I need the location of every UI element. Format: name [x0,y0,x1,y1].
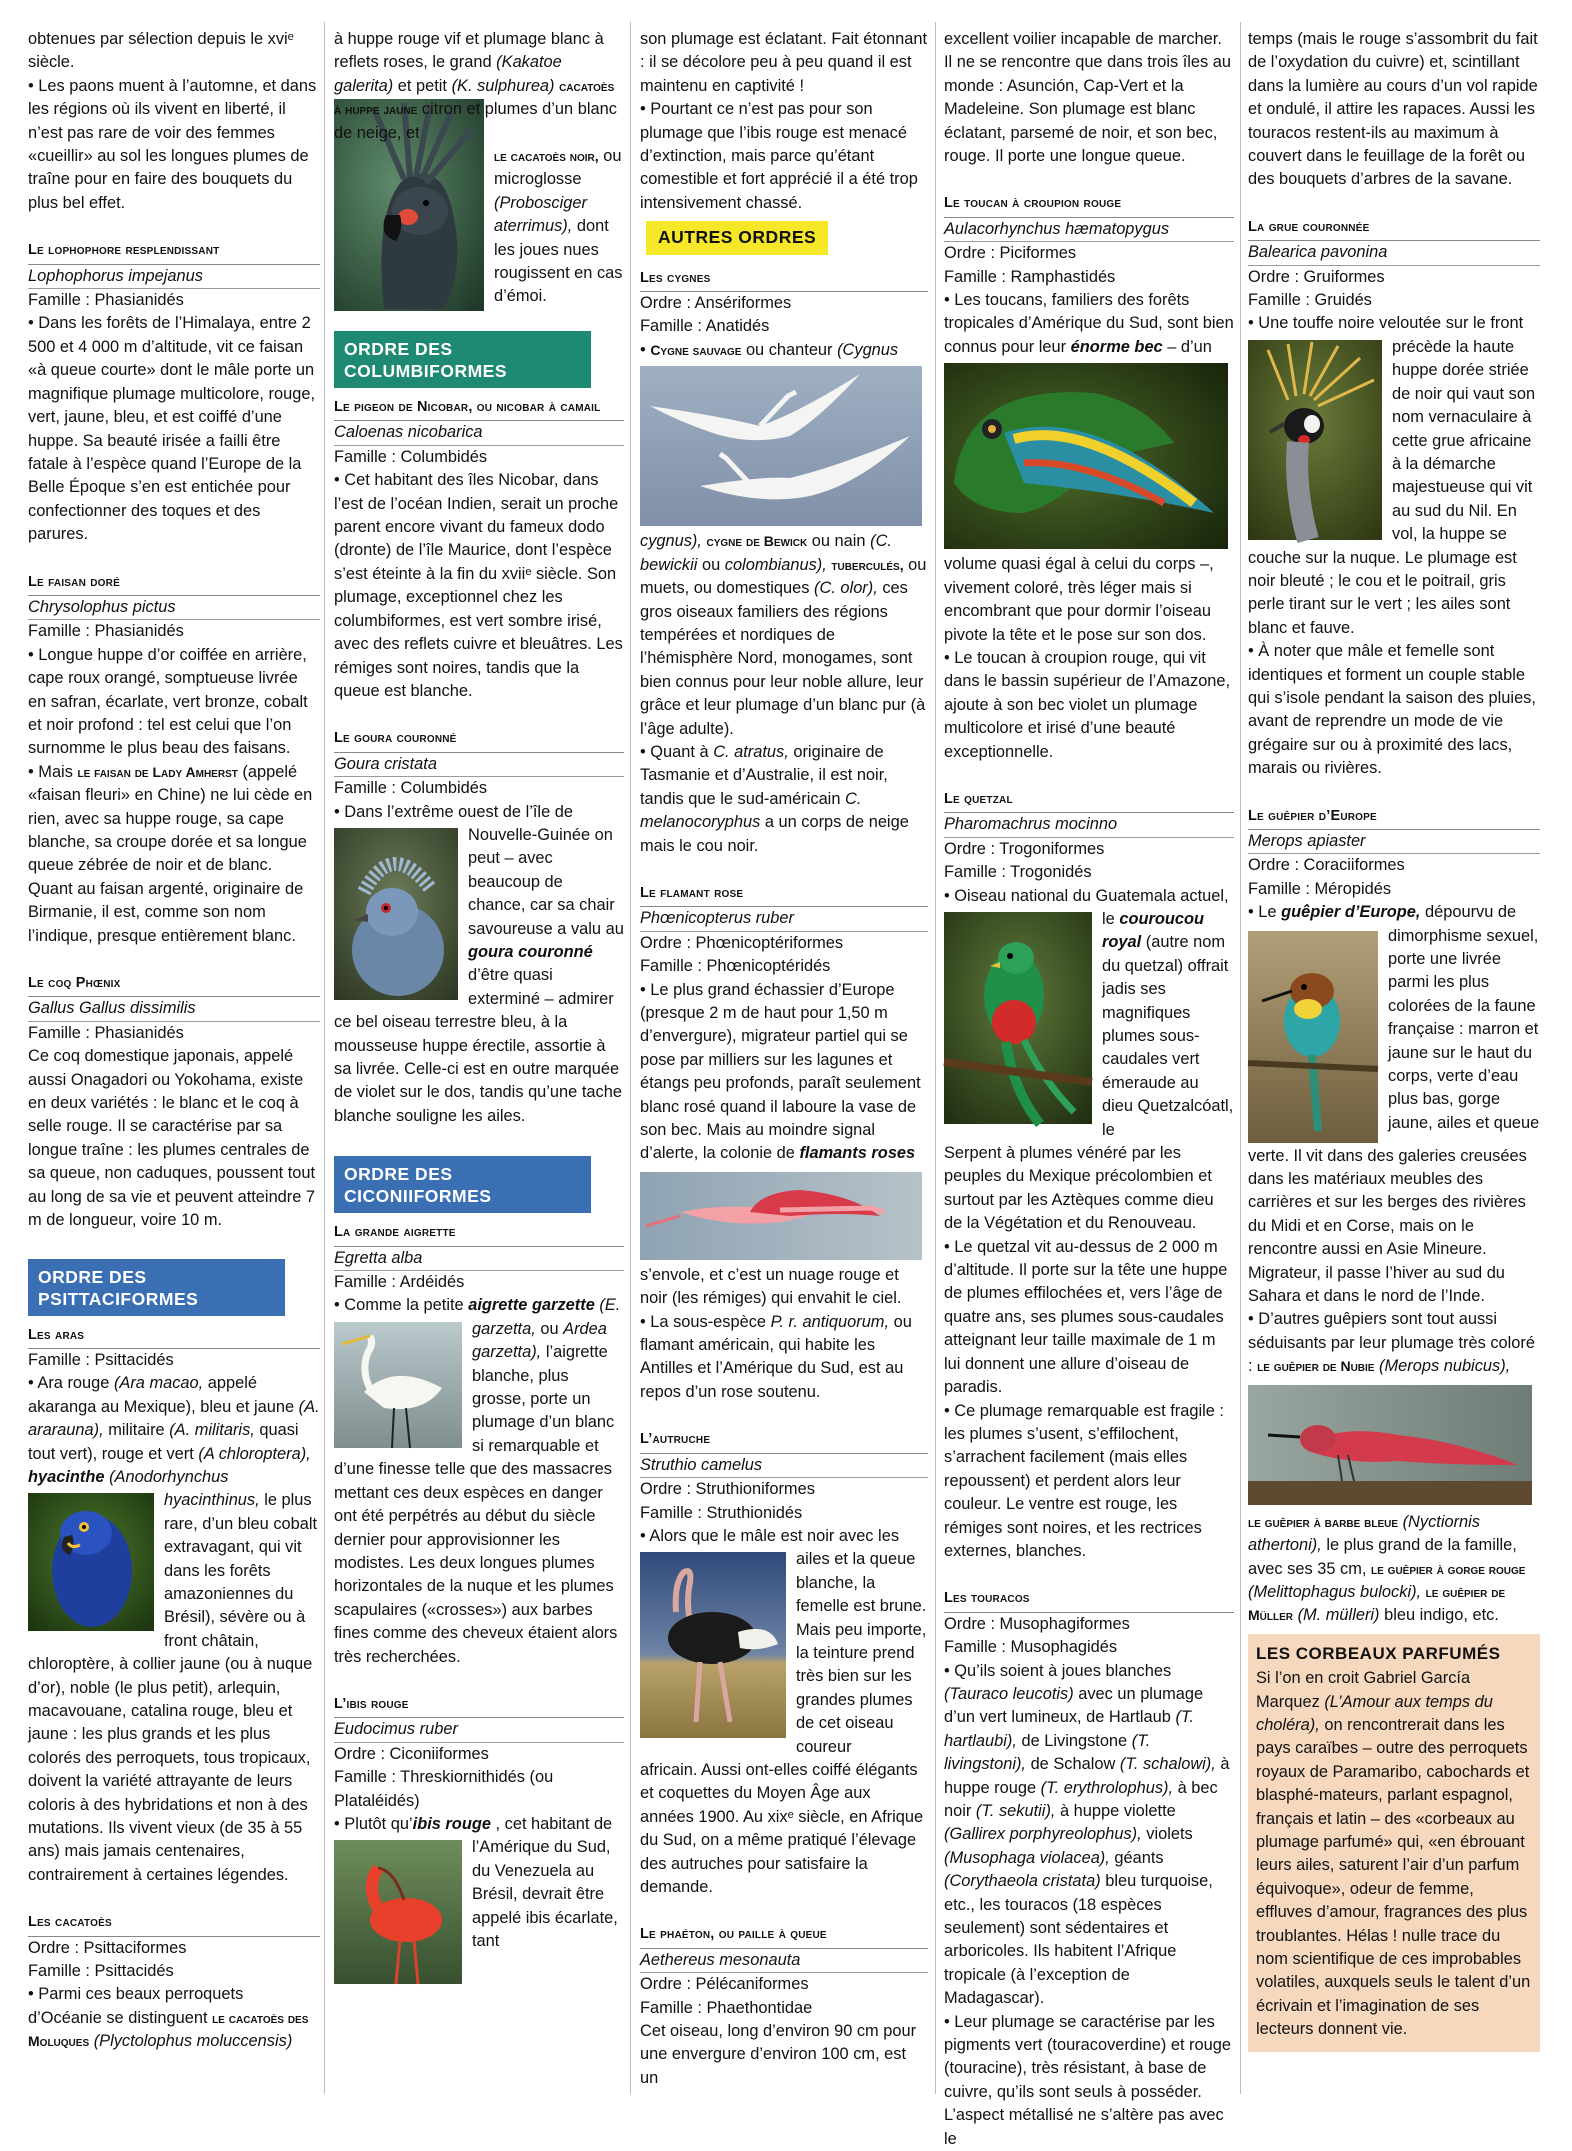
paragraph: • Ara rouge (Ara macao, appelé akaranga au Mexique), bleu et jaune (A. ararauna), militaire (A. militaris, quasi tout vert), rouge et vert (A chloroptera), hyacinthe (Anodorhynchus hyacinthinus, le plus rare, d’un bleu cobalt extravagant, qui vit dans les forêts amazoniennes du Brésil), sévère ou à front châtain, chloroptère, à collier jaune (ou à nuque d’or), noble (le plus petit), arlequin, macavouane, catalina rouge, bleu et jaune : les plus grands et les plus colorés des perroquets, tous tropicaux, doivent la variété attrayante de leurs coloris à des hybridations et non à des mutations. Ils vivent vieux (de 35 à 55 ans) mais jamais centenaires, contrairement à certaines légendes. [28,1374,320,1884]
section-heading: Le goura couronné [334,727,624,752]
column-divider [1240,22,1241,2094]
section-heading: L’ibis rouge [334,1693,624,1718]
order-line: Ordre : Ansériformes [640,294,792,313]
paragraph: • Pourtant ce n’est pas pour son plumage que l’ibis rouge est menacé d’extinction, mais parce qu’étant comestible et fort apprécié il a été trop intensivement chassé. [640,100,918,212]
section-heading: Le phaéton, ou paille à queue [640,1923,928,1948]
section-heading: Le quetzal [944,788,1234,813]
carmine-bee-eater-photo [1248,1385,1532,1505]
section-heading: L’autruche [640,1428,928,1453]
paragraph: excellent voilier incapable de marcher. Il ne se rencontre que dans trois îles au monde : Asunción, Cap-Vert et la Madeleine. Son plumage est blanc éclatant, parsemé de noir, et son bec, rouge. Il porte une longue queue. [944,30,1232,166]
paragraph: obtenues par sélection depuis le xviᵉ siècle. [28,30,294,72]
latin-name: Merops apiaster [1248,830,1540,854]
hyacinth-macaw-photo [28,1493,154,1631]
bee-eater-photo [1248,931,1378,1143]
column-divider [324,22,325,2094]
section-heading: Le flamant rose [640,882,928,907]
family-line: Famille : Phœnicoptéridés [640,957,831,976]
family-line: Famille : Gruidés [1248,291,1372,310]
sidebar-corbeaux-parfumes [1248,1634,1540,2052]
latin-name: Pharomachrus mocinno [944,813,1234,837]
latin-name: Balearica pavonina [1248,241,1540,265]
section-heading: Le lophophore resplendissant [28,239,320,264]
paragraph: • Cygne sauvage ou chanteur (Cygnus [640,340,899,359]
section-box-columbiformes: ORDRE DES COLUMBIFORMES [334,331,591,388]
paragraph: • La sous-espèce P. r. antiquorum, ou flamant américain, qui habite les Antilles et l’Amérique du Sud, est au repos d’un rose soutenu. [640,1312,912,1401]
column-divider [935,22,936,2094]
latin-name: Chrysolophus pictus [28,596,320,620]
section-heading: Les cygnes [640,267,928,292]
column-3 [640,28,928,2088]
section-heading: Le pigeon de Nicobar, ou nicobar à camail [334,396,624,421]
section-box-psittaciformes: ORDRE DES PSITTACIFORMES [28,1259,285,1316]
section-heading: La grande aigrette [334,1221,624,1246]
family-line: Famille : Phasianidés [28,1023,184,1042]
family-line: Famille : Ardéidés [334,1273,465,1292]
family-line: Famille : Phasianidés [28,291,184,310]
paragraph: • Le toucan à croupion rouge, qui vit dans le bassin supérieur de l’Amazone, ajoute à son bec violet un plumage multicolore et irisé d’une beauté exceptionnelle. [944,648,1231,761]
paragraph: • Oiseau national du Guatemala actuel, [944,886,1229,905]
paragraph: le cacatoès noir, ou microglosse (Probosciger aterrimus), dont les joues nues rougissent en cas d’émoi. [494,147,623,306]
order-line: Ordre : Struthioniformes [640,1480,815,1499]
paragraph: son plumage est éclatant. Fait étonnant : il se décolore peu à peu quand il est maintenu en captivité ! [640,30,928,95]
paragraph: • D’autres guêpiers sont tout aussi séduisants par leur plumage très coloré : le guêpier de Nubie (Merops nubicus), [1248,1310,1535,1376]
paragraph: volume quasi égal à celui du corps –, vivement coloré, très léger mais si encombrant que pour dormir l’oiseau pivote la tête et le pose sur son dos. [944,555,1214,644]
section-heading: Le coq Phœnix [28,972,320,997]
great-egret-photo [334,1322,462,1448]
column-1 [28,28,320,2088]
paragraph: africain. Aussi ont-elles coiffé élégants et coquettes du Moyen Âge aux années 1900. Au xixᵉ siècle, en Afrique du Sud, on a même pratiqué l’élevage des autruches pour satisfaire la demande. [640,1760,924,1896]
paragraph: • Longue huppe d’or coiffée en arrière, cape roux orangé, somptueuse livrée en safran, écarlate, vert bronze, cobalt et noir profond : tel est celui que l’on surnomme le plus beau des faisans. [28,645,308,758]
paragraph: temps (mais le rouge s’assombrit du fait de l’oxydation du cuivre) et, scintillant dans la lumière au cours d’un vol rapide et ondulé, il attire les rapaces. Aussi les touracos restent-ils au maximum à couvert dans le feuillage de la forêt ou des bouquets d’arbres de la savane. [1248,30,1538,189]
crowned-crane-photo [1248,340,1382,540]
paragraph: s’envole, et c’est un nuage rouge et noir (les rémiges) qui envahit le ciel. [640,1265,902,1308]
sidebar-title: LES CORBEAUX PARFUMÉS [1256,1643,1501,1663]
section-heading: Les cacatoès [28,1911,320,1936]
family-line: Famille : Phasianidés [28,622,184,641]
ostrich-photo [640,1552,786,1738]
latin-name: Eudocimus ruber [334,1718,624,1742]
order-line: Ordre : Piciformes [944,244,1077,263]
family-line: Famille : Ramphastidés [944,267,1116,286]
latin-name: Aethereus mesonauta [640,1949,928,1973]
order-line: Ordre : Phœnicoptériformes [640,933,844,952]
column-5 [1248,28,1540,2088]
column-2 [334,28,624,2088]
quetzal-photo [944,912,1092,1124]
paragraph: Si l’on en croit Gabriel García Marquez (L’Amour aux temps du choléra), on rencontrerait dans les pays caraïbes – outre des perroquets royaux de Paramaribo, cabochards et blasphé-mateurs, parlant espagnol, français et latin – des «corbeaux au plumage parfumé» qui, «en ébrouant leurs ailes, saturent l’air d’un parfum équivoque», odeur de femme, effluves d’amour, fragrances des plus troublantes. Hélas ! nulle trace du nom scientifique de ces improbables volatiles, auxquels seuls le talent d’un écrivain et l’imagination de ses lecteurs donnent vie. [1256,1669,1531,2039]
paragraph: couche sur la nuque. Le plumage est noir bleuté ; le cou et le poitrail, gris perle tirant sur le vert ; les ailes sont blanc et fauve. [1248,548,1517,637]
paragraph: • Quant à C. atratus, originaire de Tasmanie et d’Australie, il est noir, tandis que le sud-américain C. melanocoryphus a un corps de neige mais le cou noir. [640,742,909,855]
family-line: Famille : Méropidés [1248,879,1392,898]
family-line: Famille : Anatidés [640,317,770,336]
latin-name: Egretta alba [334,1247,624,1271]
column-4 [944,28,1234,2148]
latin-name: Lophophorus impejanus [28,265,320,289]
paragraph: • Mais le faisan de Lady Amherst (appelé «faisan fleuri» en Chine) ne lui cède en rien, avec sa huppe rouge, sa cape blanche, sa croupe dorée et sa longue queue zébrée de noir et de blanc. Quant au faisan argenté, originaire de Birmanie, il est, comme son nom l’indique, presque entièrement blanc. [28,762,313,945]
order-line: Ordre : Gruiformes [1248,267,1385,286]
paragraph: • Dans les forêts de l’Himalaya, entre 2 500 et 4 000 m d’altitude, vit ce faisan «à queue courte» dont le mâle porte un magnifique plumage multicolore, rouge, vert, jaune, bleu, et est coiffé d’une huppe. Sa beauté irisée a failli être fatale à l’espèce quand l’Europe de la Belle Époque s’en est entichée pour confectionner des toques et des parures. [28,314,315,544]
paragraph: • Cet habitant des îles Nicobar, dans l’est de l’océan Indien, serait un proche parent encore vivant du fameux dodo (dronte) de l’île Maurice, dont l’espèce s’est éteinte à la fin du xviiᵉ siècle. Son plumage, exceptionnel chez les columbiformes, est vert sombre irisé, avec des reflets cuivre et bleuâtres. Les rémiges sont noires, tandis que la queue est blanche. [334,471,623,700]
family-line: Famille : Columbidés [334,779,488,798]
paragraph: Serpent à plumes vénéré par les peuples du Mexique précolombien et surtout par les Aztèques comme dieu de la Végétation et du Renouveau. [944,1144,1214,1233]
paragraph: le guêpier à barbe bleue (Nyctiornis athertoni), le plus grand de la famille, avec ses 35 cm, le guêpier à gorge rouge (Melittophagus bulocki), le guêpier de Müller (M. mülleri) bleu indigo, etc. [1248,1512,1526,1625]
latin-name: Aulacorhynchus hæmatopygus [944,218,1234,242]
family-line: Famille : Threskiornithidés (ou Plataléidés) [334,1768,554,1810]
section-heading: La grue couronnée [1248,216,1540,241]
section-heading: Les touracos [944,1587,1234,1612]
paragraph: • Leur plumage se caractérise par les pigments vert (touracoverdine) et rouge (touracine), très résistant, à base de cuivre, qu’ils sont seuls à posséder. L’aspect métallisé ne s’altère pas avec le [944,2012,1231,2148]
section-box-ciconiiformes: ORDRE DES CICONIIFORMES [334,1156,591,1213]
order-line: Ordre : Psittaciformes [28,1938,187,1957]
paragraph: Nouvelle-Guinée on peut – avec beaucoup de chance, car sa chair savoureuse a valu au goura couronné d’être quasi exterminé – admirer ce bel oiseau terrestre bleu, à la mousseuse huppe érectile, assortie à sa livrée. Celle-ci est en outre marquée de violet sur le dos, tandis qu’une tache blanche souligne les ailes. [334,825,624,1125]
flamingo-photo [640,1172,922,1260]
section-heading: Le guêpier d’Europe [1248,805,1540,830]
section-heading: Le faisan doré [28,571,320,596]
swans-photo [640,366,922,526]
paragraph: • Le quetzal vit au-dessus de 2 000 m d’altitude. Il porte sur la tête une huppe de plumes effilochées et, vers l’âge de quatre ans, ses plumes sous-caudales atteignant leur taille maximale de 1 m lui donnent une allure d’oiseau de paradis. [944,1237,1228,1397]
latin-name: Struthio camelus [640,1454,928,1478]
family-line: Famille : Struthionidés [640,1503,803,1522]
order-line: Ordre : Ciconiiformes [334,1744,489,1763]
paragraph: • Alors que le mâle est noir avec les [640,1526,900,1545]
section-heading: Les aras [28,1324,320,1349]
paragraph: • Les paons muent à l’automne, et dans les régions où ils vivent en liberté, il n’est pas rare de voir des femmes «cueillir» au sol les longues plumes de traîne pour en faire des bouquets du plus bel effet. [28,76,317,212]
order-line: Ordre : Musophagiformes [944,1614,1130,1633]
toucan-photo [944,363,1228,549]
latin-name: Gallus Gallus dissimilis [28,997,320,1021]
paragraph: cygnus), cygne de Bewick ou nain (C. bewickii ou colombianus), tuberculés, ou muets, ou domestiques (C. olor), ces gros oiseaux familiers des régions tempérées et nordiques de l’hémisphère Nord, monogames, sont bien connus pour leur noble allure, leur grâce et leur plumage d’un blanc pur (à l’âge adulte). [640,532,927,738]
scarlet-ibis-photo [334,1840,462,1984]
paragraph: • Comme la petite aigrette garzette (E. garzetta, ou Ardea garzetta), l’aigrette blanche, plus grosse, porte un plumage d’un blanc si remarquable et d’une finesse telle que des massacres mettant ces deux espèces en danger ont été perpétrés au début du siècle dernier pour approvisionner les modistes. Les deux longues plumes horizontales de la nuque et les plumes scapulaires («crosses») aux barbes fines comme des cheveux étaient alors très recherchées. [334,1296,621,1666]
order-line: Ordre : Coraciiformes [1248,856,1405,875]
paragraph: Cet oiseau, long d’environ 90 cm pour une envergure d’environ 100 cm, est un [640,2022,917,2087]
paragraph: à huppe rouge vif et plumage blanc à reflets roses, le grand (Kakatoe galerita) et petit (K. sulphurea) cacatoès à huppe jaune citron et plumes d’un blanc de neige, et [334,30,617,142]
section-heading: Le toucan à croupion rouge [944,192,1234,217]
latin-name: Caloenas nicobarica [334,421,624,445]
latin-name: Goura cristata [334,753,624,777]
section-box-autres-ordres: AUTRES ORDRES [646,221,828,254]
paragraph: • Le guêpier d’Europe, dépourvu de dimorphisme sexuel, porte une livrée parmi les plus colorées de la faune française : marron et jaune sur le haut du corps, verte d’eau plus bas, gorge jaune, ailes et queue [1248,901,1540,1135]
family-line: Famille : Phaethontidae [640,1998,813,2017]
paragraph: • Dans l’extrême ouest de l’île de [334,802,573,821]
paragraph: précède la haute huppe dorée striée de noir qui vaut son nom vernaculaire à cette grue africaine à la démarche majestueuse qui vit au sud du Nil. En vol, la huppe se [1392,337,1536,544]
family-line: Famille : Psittacidés [28,1350,174,1369]
latin-name: Phœnicopterus ruber [640,907,928,931]
family-line: Famille : Psittacidés [28,1962,174,1981]
paragraph: • Plutôt qu’ibis rouge , cet habitant de l’Amérique du Sud, du Venezuela au Brésil, devrait être appelé ibis écarlate, tant [334,1813,624,1953]
paragraph: • À noter que mâle et femelle sont identiques et forment un couple stable qui s’isole pendant la saison des pluies, avant de reprendre un mode de vie grégaire sur ou à proximité des lacs, marais ou rivières. [1248,642,1536,778]
crowned-pigeon-photo [334,828,458,1000]
order-line: Ordre : Pélécaniformes [640,1975,809,1994]
order-line: Ordre : Trogoniformes [944,839,1105,858]
paragraph: • Une touffe noire veloutée sur le front [1248,314,1524,333]
family-line: Famille : Trogonidés [944,863,1092,882]
family-line: Famille : Musophagidés [944,1638,1118,1657]
paragraph: verte. Il vit dans des galeries creusées dans les matériaux meubles des carrières et sur les berges des rivières du Midi et en Corse, mais on le rencontre aussi en Asie Mineure. Migrateur, il passe l’hiver au sud du Sahara et dans le nord de l’Inde. [1248,1146,1527,1306]
paragraph: Ce coq domestique japonais, appelé aussi Onagadori ou Yokohama, existe en deux variétés : le blanc et le coq à selle rouge. Il se caractérise par sa longue traîne : les plumes centrales de sa queue, non caduques, poussent tout au long de sa vie et peuvent atteindre 7 m de longueur, voire 10 m. [28,1047,316,1230]
column-divider [630,22,631,2094]
paragraph: • Qu’ils soient à joues blanches (Tauraco leucotis) avec un plumage d’un vert lumineux, de Hartlaub (T. hartlaubi), de Livingstone (T. livingstoni), de Schalow (T. schalowi), à huppe rouge (T. erythrolophus), à bec noir (T. sekutii), à huppe violette (Gallirex porphyreolophus), violets (Musophaga violacea), géants (Corythaeola cristata) bleu turquoise, etc., les touracos (18 espèces seulement) sont sédentaires et arboricoles. Ils habitent l’Afrique tropicale (à l’exception de Madagascar). [944,1661,1230,2008]
paragraph: • Parmi ces beaux perroquets d’Océanie se distinguent le cacatoès des Moluques (Plyctolophus moluccensis) [28,1985,309,2051]
paragraph: • Ce plumage remarquable est fragile : les plumes s’usent, s’effilochent, s’arrachent facilement (mais elles repoussent) et perdent alors leur couleur. Le ventre est rouge, les rémiges sont noires, et les rectrices externes, blanches. [944,1401,1224,1560]
paragraph: • Les toucans, familiers des forêts tropicales d’Amérique du Sud, sont bien connus pour leur énorme bec – d’un [944,291,1234,356]
paragraph: ailes et la queue blanche, la femelle est brune. Mais peu importe, la teinture prend très bien sur les grandes plumes de cet oiseau coureur [796,1550,927,1756]
paragraph: • Le plus grand échassier d’Europe (presque 2 m de haut pour 1,50 m d’envergure), migrateur partiel qui se pose par milliers sur les lagunes et étangs peu profonds, paraît seulement blanc rosé quand il laboure la vase de son bec. Mais au moindre signal d’alerte, la colonie de flamants roses [640,980,921,1163]
paragraph: le couroucou royal (autre nom du quetzal) offrait jadis ses magnifiques plumes sous-caudales vert émeraude au dieu Quetzalcóatl, le [1102,909,1234,1139]
family-line: Famille : Columbidés [334,447,488,466]
